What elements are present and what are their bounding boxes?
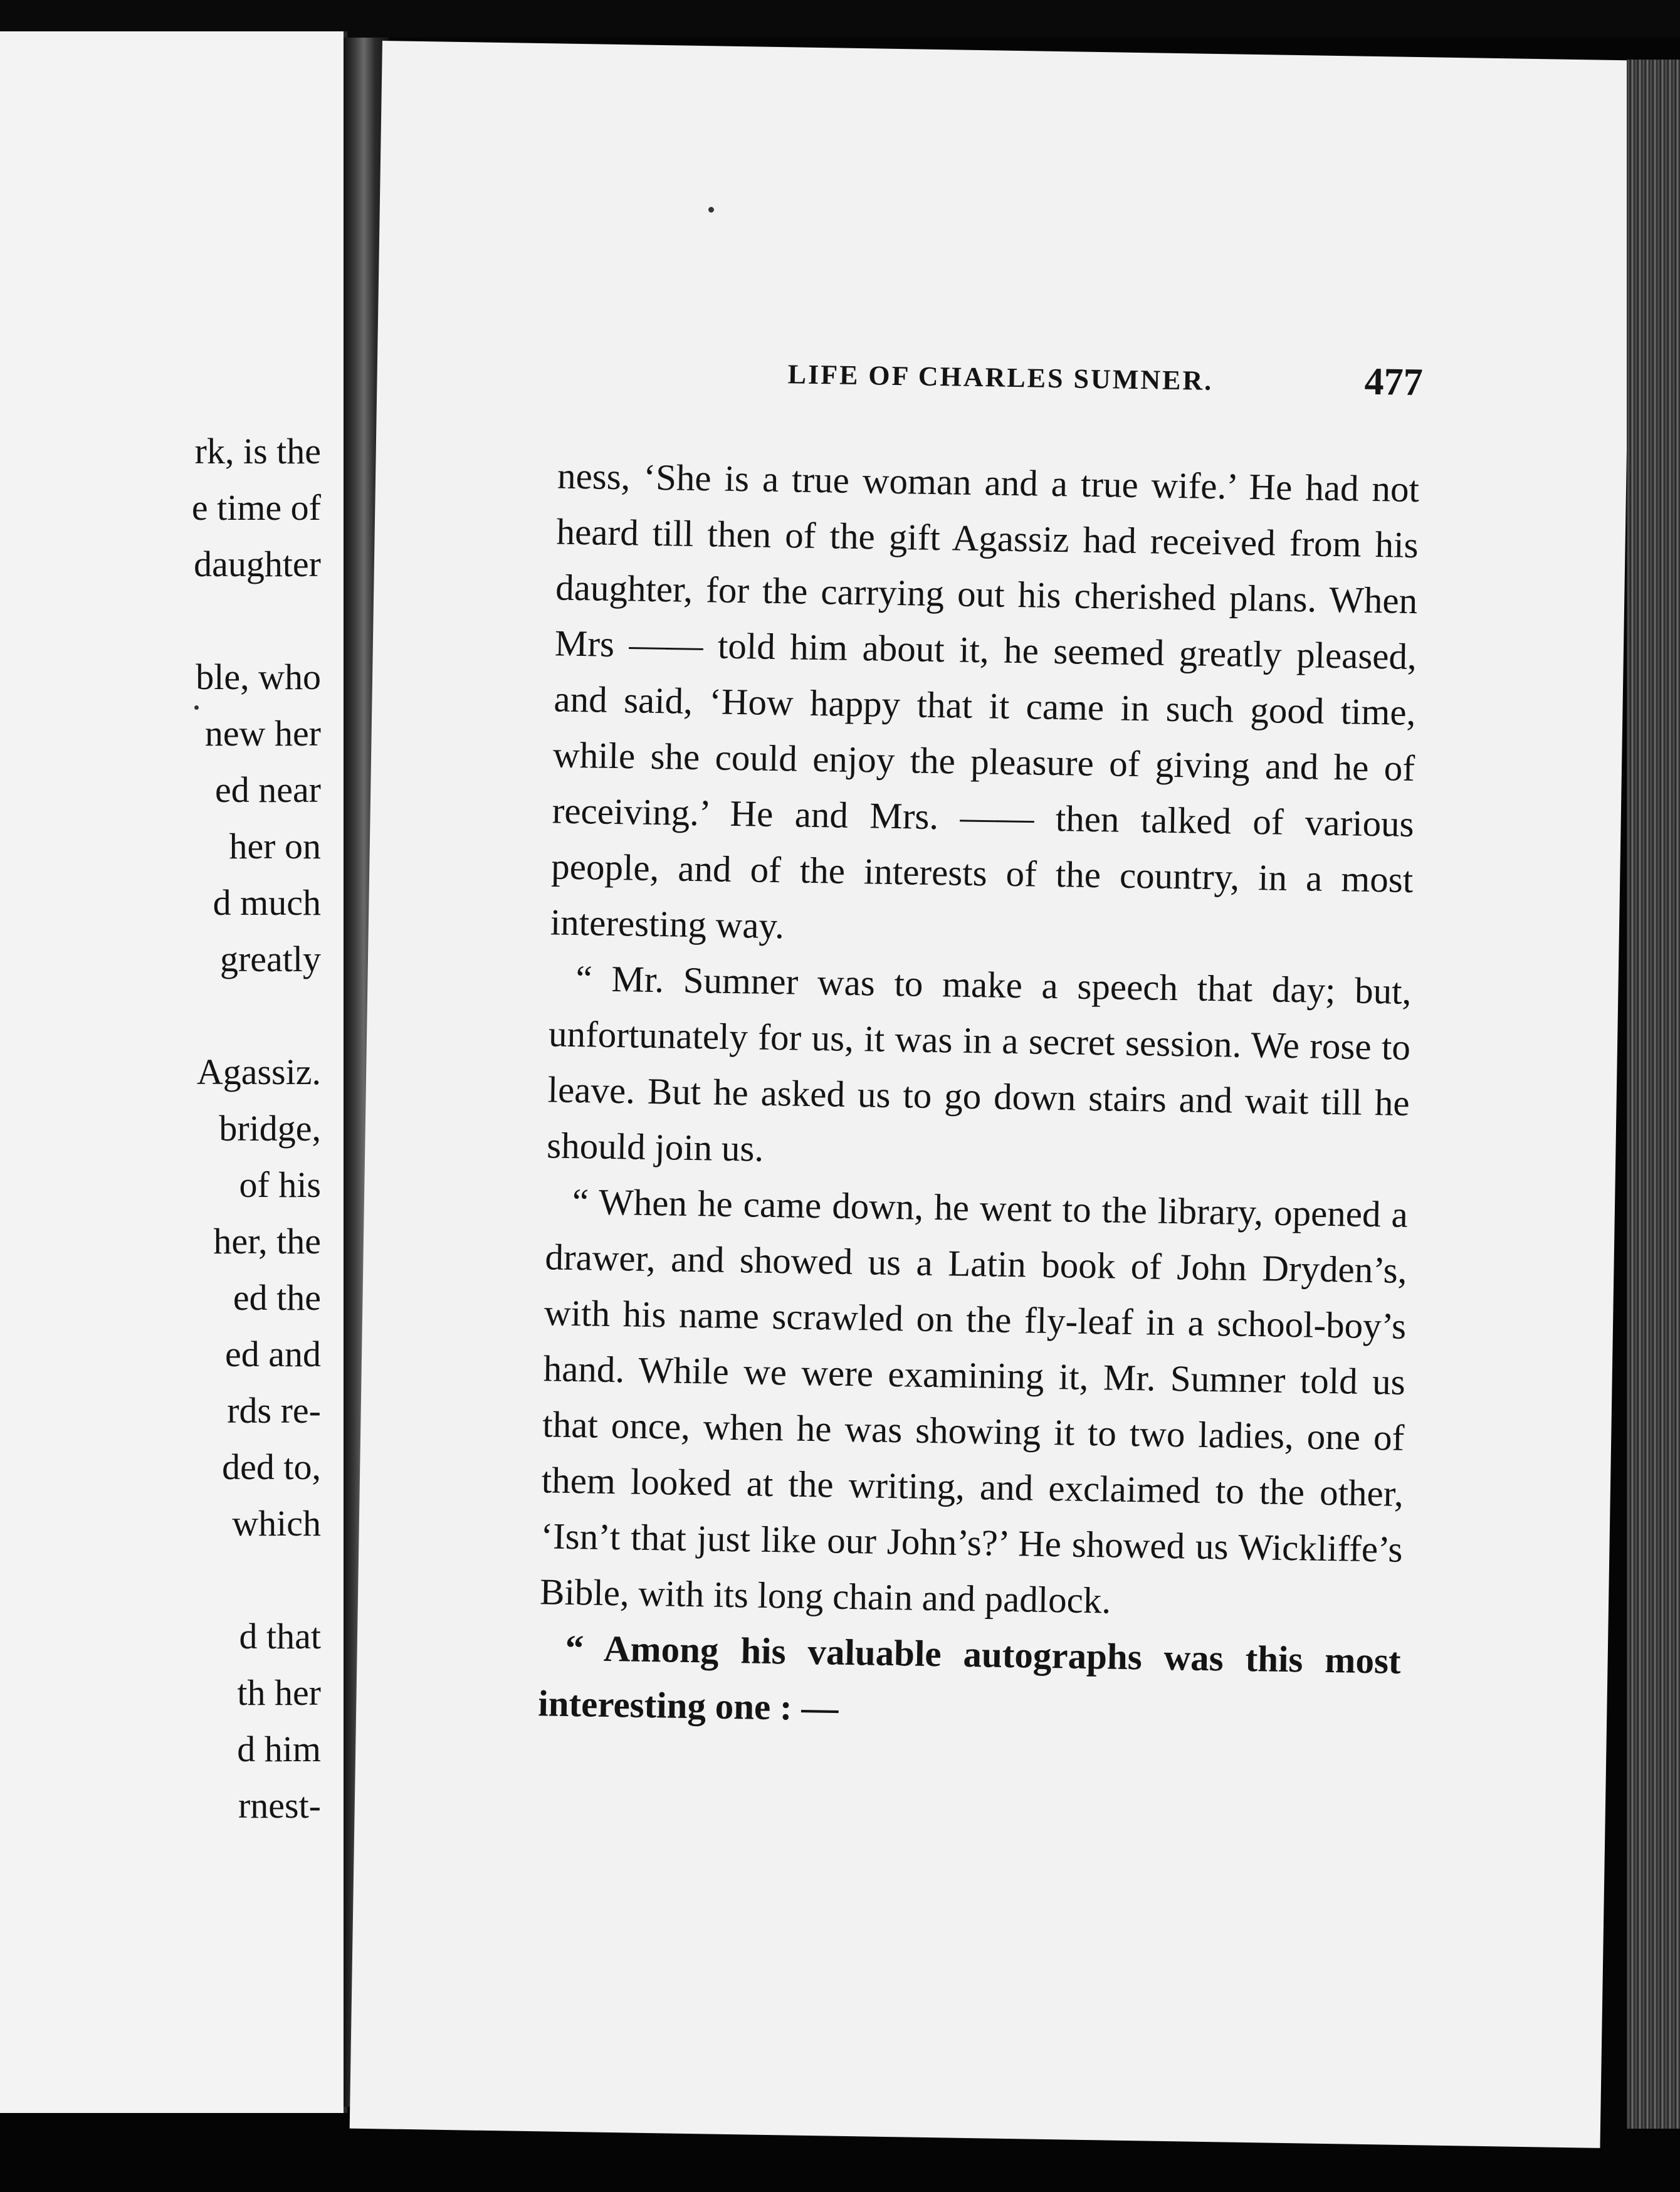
left-line: rk, is the	[194, 431, 321, 472]
left-line: her, the	[213, 1221, 321, 1262]
dust-speck	[194, 705, 199, 710]
left-line: new her	[204, 713, 321, 754]
left-page	[0, 31, 347, 2113]
left-line: d much	[213, 882, 321, 923]
left-line: greatly	[219, 939, 321, 979]
paragraph: “ Mr. Sumner was to make a speech that day; but, unfortunately for us, it was in a secret session. We rose to leave. But he asked us to go down stairs and wait till he should join us.	[546, 957, 1412, 1169]
left-line: th her	[237, 1672, 321, 1713]
page-number: 477	[1364, 360, 1424, 404]
left-line: e time of	[191, 487, 321, 528]
left-line: which	[232, 1503, 321, 1544]
left-line: d that	[239, 1616, 321, 1657]
left-line: Agassiz.	[196, 1051, 321, 1092]
right-page	[350, 41, 1633, 2148]
left-line: ed and	[225, 1334, 321, 1374]
left-line: her on	[229, 826, 321, 867]
paragraph: ness, ‘She is a true woman and a true wife.’ He had not heard till then of the gift Agassiz had received from his daughter, for the carrying out his cherished plans. When Mrs —— told him about it, he seemed greatly pleased, and said, ‘How happy that it came in such good time, while she could enjoy the pleasure of giving and he of receiving.’ He and Mrs. —— then talked of various people, and of the interests of the country, in a most interesting way.	[550, 455, 1420, 947]
page-edges	[1627, 60, 1680, 2129]
left-line: ed near	[214, 769, 321, 810]
left-line: rds re-	[227, 1390, 321, 1431]
left-line: of his	[239, 1164, 321, 1205]
left-line: ed the	[233, 1277, 321, 1318]
paragraph: “ When he came down, he went to the library, opened a drawer, and showed us a Latin book of John Dryden’s, with his name scrawled on the fly-leaf in a school-boy’s hand. While we were examining it, Mr. Sumner told us that once, when he was showing it to two ladies, one of them looked at the writing, and exclaimed to the other, ‘Isn’t that just like our John’s?’ He showed us Wickliffe’s Bible, with its long chain and padlock.	[539, 1180, 1409, 1621]
left-line: ble, who	[196, 656, 321, 697]
running-head-title: LIFE OF CHARLES SUMNER.	[787, 359, 1214, 396]
paragraph: “ Among his valuable autographs was this most interesting one : —	[537, 1626, 1402, 1729]
left-line: rnest-	[238, 1785, 321, 1826]
dust-speck	[708, 207, 714, 213]
left-line: ded to,	[222, 1446, 321, 1487]
page-body	[538, 448, 1420, 1744]
left-line: d him	[237, 1729, 321, 1769]
running-head	[377, 348, 1556, 417]
left-line: bridge,	[219, 1108, 321, 1149]
left-line: daughter	[194, 544, 321, 584]
